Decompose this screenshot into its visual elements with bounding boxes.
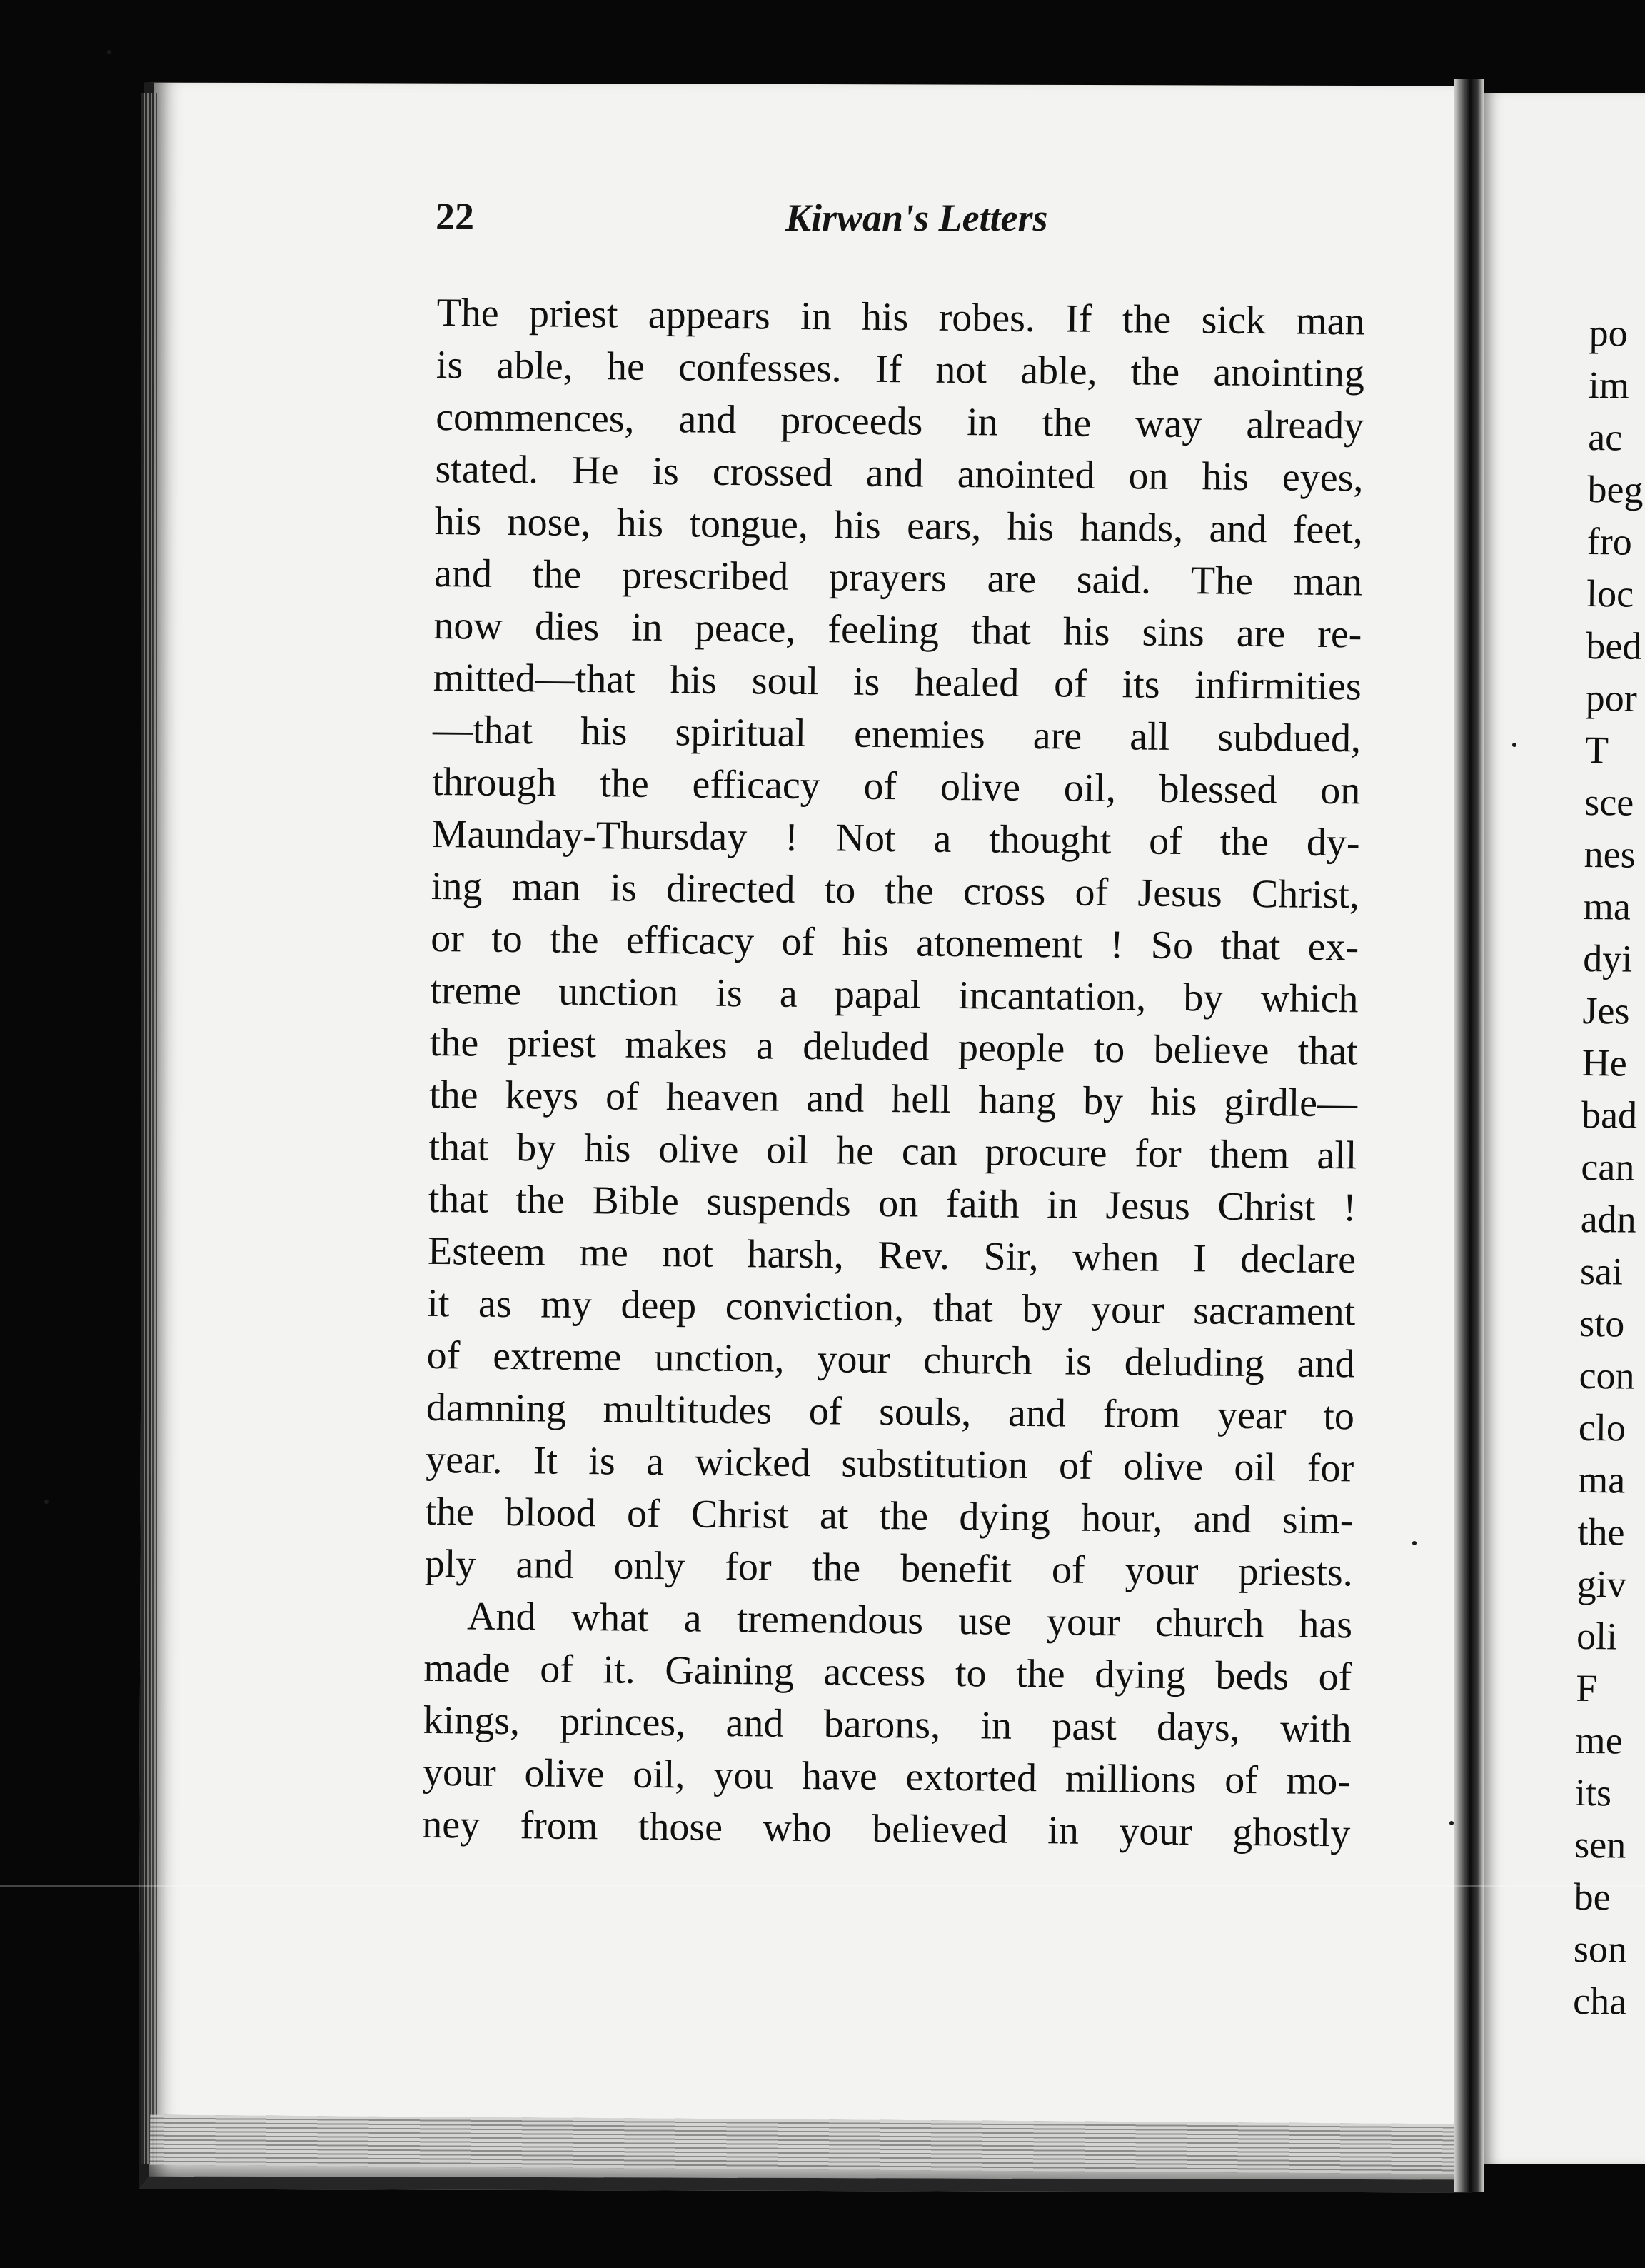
scan-speck	[44, 1500, 49, 1504]
facing-page-fragment: dyi	[1582, 936, 1633, 980]
text-line: made of it. Gaining access to the dying beds of	[423, 1645, 1352, 1700]
text-line: the priest makes a deluded people to believe that	[429, 1020, 1359, 1074]
scan-artifact-line	[0, 1885, 1645, 1887]
facing-page-fragment: bad	[1581, 1093, 1638, 1137]
body-text	[422, 287, 1365, 1860]
running-title: Kirwan's Letters	[785, 196, 1048, 239]
text-line: commences, and proceeds in the way already	[435, 394, 1364, 448]
facing-page-fragment: cha	[1572, 1979, 1627, 2023]
text-line: —that his spiritual enemies are all subdued,	[432, 707, 1362, 761]
facing-page-fragment: son	[1573, 1927, 1628, 1971]
facing-page-fragment: im	[1588, 363, 1630, 407]
facing-page-fragment: bed	[1586, 623, 1642, 668]
text-line: of extreme unction, your church is deluding and	[426, 1333, 1355, 1387]
facing-page-fragment: nes	[1584, 832, 1636, 876]
facing-page-fragment: F	[1576, 1666, 1598, 1710]
facing-page-fragment: T	[1584, 728, 1609, 772]
text-line: The priest appears in his robes. If the sick man	[436, 290, 1365, 344]
text-line: that the Bible suspends on faith in Jesus Christ !	[428, 1176, 1357, 1230]
text-line: treme unction is a papal incantation, by which	[430, 968, 1359, 1022]
facing-page-fragment: loc	[1586, 571, 1634, 616]
text-line: now dies in peace, feeling that his sins are re-	[433, 603, 1362, 657]
text-line: his nose, his tongue, his ears, his hands, and feet,	[434, 498, 1364, 553]
text-line: ney from those who believed in your ghostly	[422, 1802, 1351, 1856]
page-number: 22	[436, 195, 474, 238]
facing-page-fragment: ac	[1587, 415, 1623, 459]
scan-speck	[107, 50, 111, 54]
text-line: the blood of Christ at the dying hour, and sim-	[425, 1489, 1354, 1543]
facing-page-fragment: sen	[1574, 1822, 1626, 1867]
facing-page-fragment: clo	[1578, 1405, 1626, 1450]
facing-page-fragment: adn	[1580, 1197, 1636, 1241]
text-line: stated. He is crossed and anointed on his eyes,	[435, 446, 1364, 501]
text-line: the keys of heaven and hell hang by his girdle—	[428, 1072, 1358, 1126]
facing-page-fragment: fro	[1586, 519, 1633, 563]
text-line: it as my deep conviction, that by your sacrament	[427, 1280, 1356, 1335]
left-page-edge	[141, 93, 157, 2164]
text-line: that by his olive oil he can procure for them all	[428, 1124, 1357, 1178]
facing-page-fragment: giv	[1576, 1562, 1627, 1606]
running-head	[436, 194, 1385, 259]
text-line: or to the efficacy of his atonement ! So that ex-	[430, 915, 1359, 970]
facing-page-fragment: He	[1581, 1040, 1628, 1085]
facing-page-fragment: Jes	[1582, 988, 1630, 1033]
facing-page-fragment: me	[1575, 1718, 1624, 1762]
facing-page-fragment: its	[1574, 1770, 1612, 1815]
facing-page-fragment: beg	[1587, 467, 1644, 511]
book-gutter	[1454, 79, 1484, 2192]
text-line: through the efficacy of olive oil, blessed on	[432, 759, 1361, 813]
text-line: ply and only for the benefit of your priests.	[424, 1541, 1354, 1595]
paragraph-1	[424, 287, 1364, 1599]
text-line: ing man is directed to the cross of Jesus Christ,	[431, 863, 1360, 918]
text-line: kings, princes, and barons, in past days, with	[423, 1697, 1352, 1752]
text-line: is able, he confesses. If not able, the anointing	[436, 342, 1365, 396]
facing-page-fragment: sai	[1579, 1249, 1624, 1293]
facing-page-fragment: por	[1585, 676, 1638, 720]
text-line: Maunday-Thursday ! Not a thought of the dy-	[431, 811, 1360, 865]
text-line: year. It is a wicked substitution of olive oil for	[425, 1437, 1354, 1491]
facing-page-fragment: can	[1581, 1145, 1635, 1189]
scan-speck	[1512, 743, 1516, 747]
facing-page-fragment: po	[1589, 311, 1628, 355]
scan-speck	[1412, 1541, 1417, 1545]
text-line: And what a tremendous use your church has	[466, 1594, 1353, 1647]
facing-page-fragment: ma	[1577, 1457, 1626, 1502]
text-line: and the prescribed prayers are said. The man	[433, 551, 1363, 605]
facing-page-fragment: ma	[1583, 884, 1631, 928]
facing-page-fragment: con	[1579, 1353, 1635, 1398]
paragraph-2	[422, 1590, 1352, 1860]
text-line: damning multitudes of souls, and from year to	[426, 1385, 1355, 1439]
scan-speck	[1449, 1821, 1454, 1825]
facing-page-fragment: be	[1574, 1875, 1611, 1919]
facing-page-fragment: sce	[1584, 780, 1634, 824]
facing-page-fragment: the	[1577, 1510, 1625, 1554]
facing-page-fragment: oli	[1576, 1614, 1618, 1658]
facing-page-fragment: sto	[1579, 1301, 1625, 1345]
bottom-page-edges	[150, 2115, 1457, 2174]
text-line: your olive oil, you have extorted millions of mo-	[422, 1750, 1352, 1804]
text-line: Esteem me not harsh, Rev. Sir, when I declare	[427, 1228, 1357, 1283]
text-line: mitted—that his soul is healed of its infirmities	[433, 655, 1362, 709]
